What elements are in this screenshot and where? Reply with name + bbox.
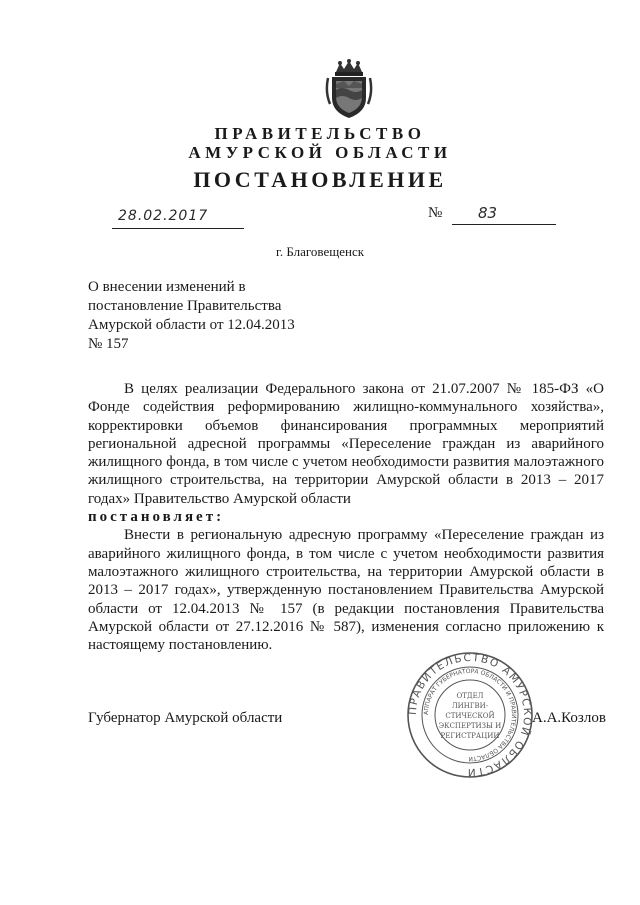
document-date: 28.02.2017 (118, 208, 209, 224)
stamp-inner-text: АППАРАТ ГУБЕРНАТОРА ОБЛАСТИ И ПРАВИТЕЛЬСТВА ОБЛАСТИ (422, 667, 518, 763)
decree-word: постановляет: (88, 509, 225, 526)
subject-line: Амурской области от 12.04.2013 (88, 317, 295, 333)
stamp-center-line: РЕГИСТРАЦИИ (440, 732, 500, 740)
stamp-center-line: СТИЧЕСКОЙ (445, 712, 495, 720)
number-underline (452, 224, 556, 225)
operative-paragraph: Внести в региональную адресную программу «Переселение граждан из аварийного жилищного фонда, в том числе с учетом необходимости развития малоэтажного жилищного строительства, на территории Амурской области в 2013 – 2017 годах», утвержденную постановлением Правительства Амурской области от 12.04.2013 № 157 (в редакции постановления Правительства Амурской области от 27.12.2016 № 587), изменения согласно приложению к настоящему постановлению. (88, 527, 604, 654)
organization-name-line1: ПРАВИТЕЛЬСТВО (214, 124, 426, 143)
signatory-name: А.А.Козлов (532, 710, 606, 726)
document-body (88, 380, 604, 654)
subject-line: О внесении изменений в (88, 279, 246, 295)
number-sign: № (428, 205, 443, 221)
document-subject (88, 278, 328, 354)
document-type-title: ПОСТАНОВЛЕНИЕ (193, 167, 447, 192)
stamp-center-line: ЛИНГВИ- (451, 702, 489, 710)
official-stamp (405, 650, 535, 780)
coat-of-arms-emblem (324, 58, 374, 120)
stamp-center-line: ОТДЕЛ (456, 692, 484, 700)
signatory-title: Губернатор Амурской области (88, 710, 283, 726)
subject-line: № 157 (88, 336, 129, 352)
subject-line: постановление Правительства (88, 298, 282, 314)
city-name: г. Благовещенск (275, 244, 365, 259)
stamp-outer-text: ПРАВИТЕЛЬСТВО АМУРСКОЙ ОБЛАСТИ (406, 651, 534, 779)
stamp-center-line: ЭКСПЕРТИЗЫ И (438, 722, 502, 730)
date-underline (112, 228, 244, 229)
preamble-paragraph: В целях реализации Федерального закона от 21.07.2007 № 185-ФЗ «О Фонде содействия реформированию жилищно-коммунального хозяйства», корректировки объемов финансирования программных мероприятий региональной адресной программы «Переселение граждан из аварийного жилищного фонда, в том числе с учетом необходимости развития малоэтажного жилищного строительства, на территории Амурской области в 2013 – 2017 годах» Правительство Амурской области (88, 381, 604, 507)
organization-name-line2: АМУРСКОЙ ОБЛАСТИ (188, 143, 452, 162)
document-number: 83 (478, 204, 498, 222)
